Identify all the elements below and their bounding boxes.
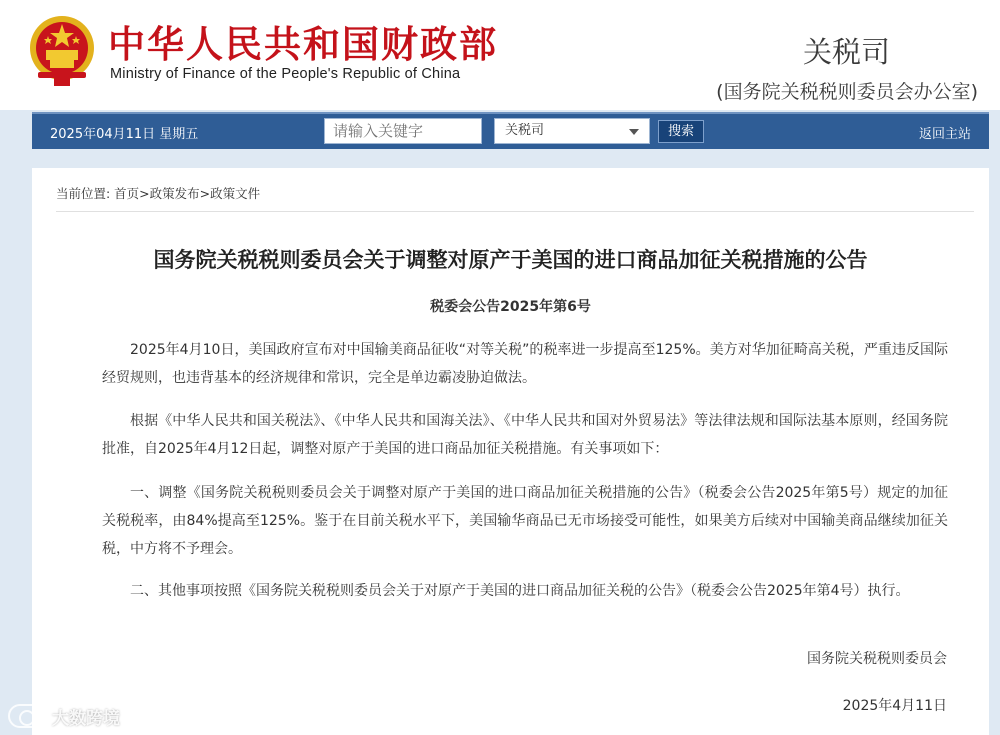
department-subtitle: (国务院关税税则委员会办公室)	[716, 81, 978, 103]
article-paragraph-2: 根据《中华人民共和国关税法》、《中华人民共和国海关法》、《中华人民共和国对外贸易法》等法律法规和国际法基本原则，经国务院批准，自2025年4月12日起，调整对原产于美国的进口商品加征关税措施。有关事项如下：	[102, 413, 948, 457]
breadcrumb: 当前位置: 首页>政策发布>政策文件	[56, 186, 261, 201]
watermark	[8, 702, 120, 730]
watermark-logo-icon	[8, 704, 46, 728]
article-paragraph-4: 二、其他事项按照《国务院关税税则委员会关于对原产于美国的进口商品加征关税的公告》（税委会公告2025年第4号）执行。	[130, 583, 910, 599]
site-header	[0, 0, 1000, 110]
chevron-down-icon	[629, 129, 639, 135]
divider	[56, 211, 974, 212]
search-input[interactable]	[324, 118, 482, 144]
document-number: 税委会公告2025年第6号	[430, 299, 591, 315]
current-date: 2025年04月11日 星期五	[50, 127, 199, 142]
ministry-name-en: Ministry of Finance of the People's Republic of China	[110, 66, 461, 82]
department-select[interactable]	[494, 118, 650, 144]
article-card	[32, 168, 989, 735]
department-name: 关税司	[802, 35, 890, 69]
department-select-value: 关税司	[505, 123, 545, 138]
national-emblem-icon	[28, 14, 96, 88]
ministry-name-cn: 中华人民共和国财政部	[108, 23, 498, 66]
search-button[interactable]: 搜索	[658, 120, 704, 143]
article-paragraph-1: 2025年4月10日，美国政府宣布对中国输美商品征收“对等关税”的税率进一步提高至125%。美方对华加征畸高关税，严重违反国际经贸规则，也违背基本的经济规律和常识，完全是单边霸凌胁迫做法。	[102, 342, 948, 386]
article-title: 国务院关税税则委员会关于调整对原产于美国的进口商品加征关税措施的公告	[153, 248, 868, 272]
return-home-link[interactable]: 返回主站	[918, 127, 971, 142]
issue-date: 2025年4月11日	[842, 698, 947, 714]
watermark-text: 大数跨境	[52, 708, 120, 729]
article-paragraph-3: 一、调整《国务院关税税则委员会关于调整对原产于美国的进口商品加征关税措施的公告》（税委会公告2025年第5号）规定的加征关税税率，由84%提高至125%。鉴于在目前关税水平下，美国输华商品已无市场接受可能性，如果美方后续对中国输美商品继续加征关税，中方将不予理会。	[102, 485, 948, 557]
nav-bar	[32, 112, 989, 149]
issuing-authority: 国务院关税税则委员会	[807, 651, 947, 667]
